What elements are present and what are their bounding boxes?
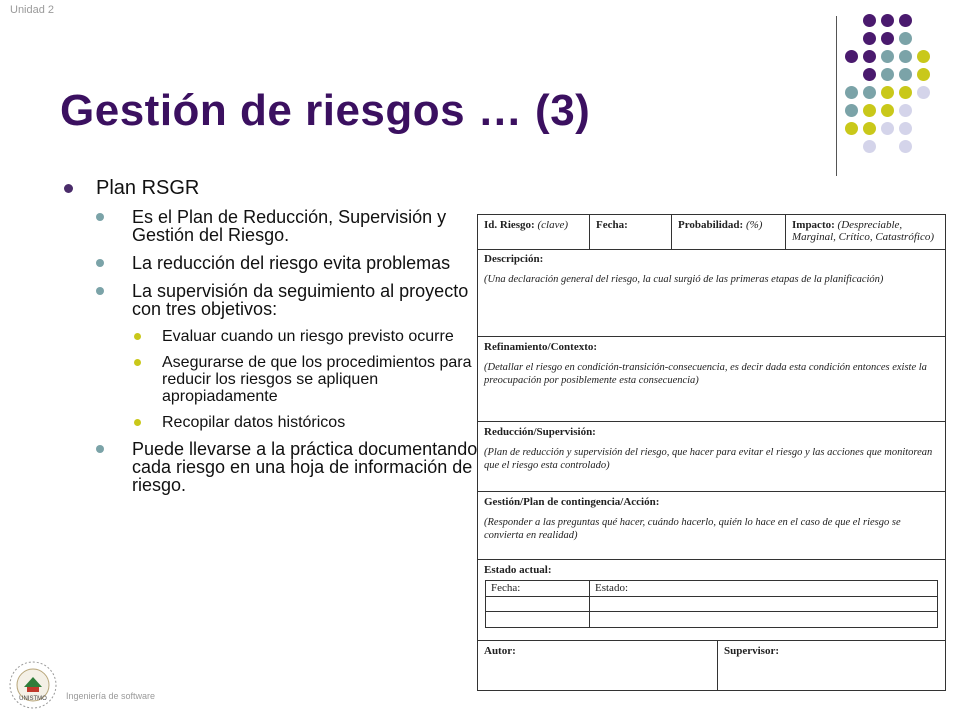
supervisor-cell bbox=[718, 641, 945, 690]
bullet-objective-1: Evaluar cuando un riesgo previsto ocurre bbox=[60, 328, 480, 345]
estado-estado-label: Estado: bbox=[595, 582, 628, 594]
decorative-dot-grid bbox=[845, 14, 955, 154]
decorative-dot bbox=[899, 68, 912, 81]
refinamiento-section bbox=[478, 337, 945, 422]
decorative-dot bbox=[863, 140, 876, 153]
decorative-dot bbox=[899, 14, 912, 27]
decorative-dot bbox=[881, 86, 894, 99]
decorative-dot bbox=[917, 86, 930, 99]
descripcion-section bbox=[478, 249, 945, 337]
estado-fecha-label: Fecha: bbox=[491, 582, 521, 594]
decorative-dot bbox=[863, 50, 876, 63]
estado-table-row bbox=[486, 611, 937, 627]
unit-label: Unidad 2 bbox=[10, 4, 55, 16]
gestion-section bbox=[478, 492, 945, 560]
estado-table bbox=[485, 580, 938, 628]
id-riesgo-hint: (clave) bbox=[537, 219, 569, 231]
decorative-dot bbox=[863, 68, 876, 81]
gestion-text: (Responder a las preguntas qué hacer, cuándo hacerlo, quién lo hace en el caso de que el riesgo se convierta en realidad) bbox=[484, 517, 901, 541]
decorative-dot bbox=[899, 50, 912, 63]
decorative-dot bbox=[899, 32, 912, 45]
bullet-supervision: La supervisión da seguimiento al proyecto con tres objetivos: bbox=[60, 282, 480, 318]
decorative-dot bbox=[899, 86, 912, 99]
estado-table-header-row bbox=[486, 581, 937, 597]
estado-section bbox=[478, 560, 945, 641]
reduccion-label: Reducción/Supervisión: bbox=[484, 426, 596, 438]
decorative-dot bbox=[863, 32, 876, 45]
probabilidad-label: Probabilidad: bbox=[678, 219, 744, 231]
descripcion-text: (Una declaración general del riesgo, la cual surgió de las primeras etapas de la planificación) bbox=[484, 274, 884, 285]
estado-label: Estado actual: bbox=[484, 564, 552, 576]
form-header-row bbox=[478, 215, 945, 250]
decorative-dot bbox=[863, 14, 876, 27]
decorative-dot bbox=[845, 104, 858, 117]
decorative-dot bbox=[845, 122, 858, 135]
decorative-dot bbox=[863, 104, 876, 117]
fecha-cell bbox=[590, 215, 672, 249]
id-riesgo-cell bbox=[478, 215, 590, 249]
estado-table-cell bbox=[486, 596, 590, 611]
id-riesgo-label: Id. Riesgo: bbox=[484, 219, 535, 231]
autor-label: Autor: bbox=[484, 645, 516, 657]
estado-table-cell bbox=[486, 611, 590, 627]
bullet-objective-2: Asegurarse de que los procedimientos para reducir los riesgos se apliquen apropiadamente bbox=[60, 354, 480, 405]
refinamiento-text: (Detallar el riesgo en condición-transición-consecuencia, es decir dada esta condición entonces existe la preocupación por posiblemente esta consecuencia) bbox=[484, 362, 927, 386]
bullet-objective-3: Recopilar datos históricos bbox=[60, 414, 480, 431]
decorative-dot bbox=[881, 68, 894, 81]
course-label: Ingeniería de software bbox=[66, 691, 156, 701]
decorative-dot bbox=[881, 32, 894, 45]
bullet-plan: Plan RSGR bbox=[60, 178, 480, 198]
decorative-divider bbox=[836, 16, 837, 176]
risk-information-sheet bbox=[477, 214, 946, 691]
probabilidad-cell bbox=[672, 215, 786, 249]
decorative-dot bbox=[899, 140, 912, 153]
bullet-documentation: Puede llevarse a la práctica documentando cada riesgo en una hoja de información de riesgo. bbox=[60, 440, 480, 494]
probabilidad-hint: (%) bbox=[745, 219, 763, 231]
bullet-definition: Es el Plan de Reducción, Supervisión y Gestión del Riesgo. bbox=[60, 208, 480, 244]
autor-cell bbox=[478, 641, 718, 690]
logo-text: UNISTMO bbox=[19, 696, 47, 702]
decorative-dot bbox=[863, 86, 876, 99]
decorative-dot bbox=[881, 14, 894, 27]
impacto-cell bbox=[786, 215, 945, 249]
decorative-dot bbox=[917, 50, 930, 63]
decorative-dot bbox=[881, 50, 894, 63]
descripcion-label: Descripción: bbox=[484, 253, 544, 265]
decorative-dot bbox=[845, 86, 858, 99]
decorative-dot bbox=[863, 122, 876, 135]
refinamiento-label: Refinamiento/Contexto: bbox=[484, 341, 598, 353]
decorative-dot bbox=[899, 104, 912, 117]
form-footer-row bbox=[478, 641, 945, 690]
reduccion-section bbox=[478, 422, 945, 492]
impacto-label: Impacto: bbox=[792, 219, 835, 231]
estado-fecha-cell bbox=[486, 581, 590, 596]
gestion-label: Gestión/Plan de contingencia/Acción: bbox=[484, 496, 660, 508]
estado-table-row bbox=[486, 596, 937, 612]
fecha-label: Fecha: bbox=[596, 219, 628, 231]
bullet-reduction: La reducción del riesgo evita problemas bbox=[60, 254, 480, 272]
reduccion-text: (Plan de reducción y supervisión del riesgo, que hacer para evitar el riesgo y las acciones que monitorean que el riesgo esta controlado) bbox=[484, 447, 933, 471]
decorative-dot bbox=[917, 68, 930, 81]
decorative-dot bbox=[881, 122, 894, 135]
bullet-list bbox=[60, 178, 480, 504]
university-seal-logo bbox=[8, 660, 58, 710]
decorative-dot bbox=[899, 122, 912, 135]
decorative-dot bbox=[881, 104, 894, 117]
supervisor-label: Supervisor: bbox=[724, 645, 779, 657]
slide-title: Gestión de riesgos … (3) bbox=[60, 86, 591, 135]
impacto-hint: (Despreciable, Marginal, Crítico, Catastrófico) bbox=[792, 219, 934, 243]
decorative-dot bbox=[845, 50, 858, 63]
